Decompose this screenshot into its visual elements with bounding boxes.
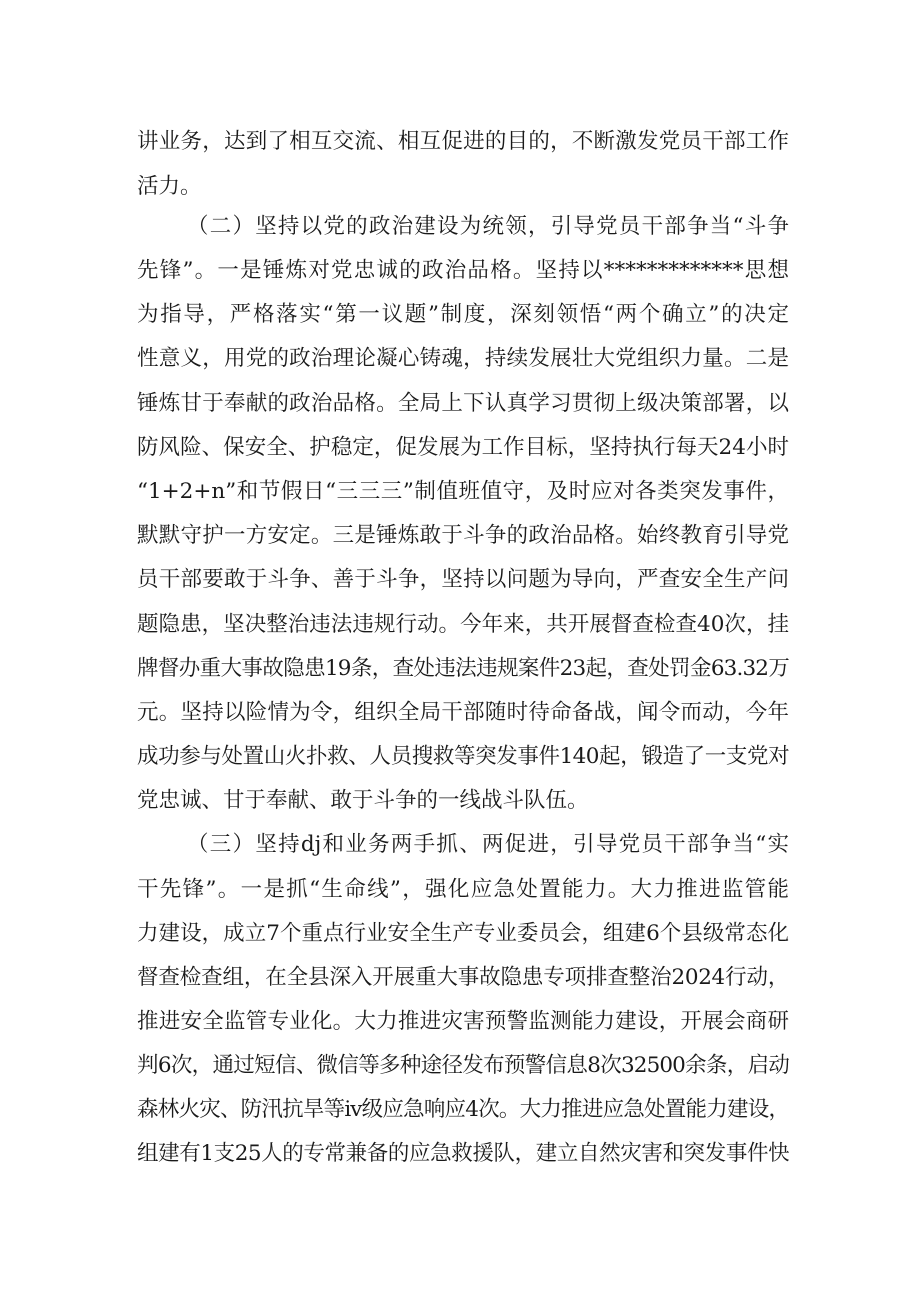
text-line: 为指导，严格落实“第一议题”制度，深刻领悟“两个确立”的决定 — [137, 302, 789, 327]
text-line: 锤炼甘于奉献的政治品格。全局上下认真学习贯彻上级决策部署，以 — [137, 391, 789, 416]
text-line: 成功参与处置山火扑救、人员搜救等突发事件140起，锻造了一支党对 — [137, 744, 789, 769]
text-line: 组建有1支25人的专常兼备的应急救援队，建立自然灾害和突发事件快 — [137, 1141, 789, 1166]
text-line: 判6次，通过短信、微信等多种途径发布预警信息8次32500余条，启动 — [137, 1053, 789, 1078]
text-line: 题隐患，坚决整治违法违规行动。今年来，共开展督查检查40次，挂 — [137, 612, 789, 637]
text-line: 力建设，成立7个重点行业安全生产专业委员会，组建6个县级常态化 — [137, 921, 789, 946]
text-line: 党忠诚、甘于奉献、敢于斗争的一线战斗队伍。 — [137, 788, 589, 813]
text-line: 性意义，用党的政治理论凝心铸魂，持续发展壮大党组织力量。二是 — [137, 346, 789, 371]
text-line: “1+2+n”和节假日“三三三”制值班值守，及时应对各类突发事件， — [137, 479, 789, 504]
text-line: 讲业务，达到了相互交流、相互促进的目的，不断激发党员干部工作 — [137, 129, 789, 154]
text-line: 防风险、保安全、护稳定，促发展为工作目标，坚持执行每天24小时 — [137, 435, 789, 460]
paragraph-heading-line: （三）坚持dj和业务两手抓、两促进，引导党员干部争当“实 — [187, 832, 789, 857]
text-line: 默默守护一方安定。三是锤炼敢于斗争的政治品格。始终教育引导党 — [137, 523, 789, 548]
text-line: 元。坚持以险情为令，组织全局干部随时待命备战，闻令而动，今年 — [137, 700, 789, 725]
text-line: 牌督办重大事故隐患19条，查处违法违规案件23起，查处罚金63.32万 — [137, 656, 789, 681]
text-line: 森林火灾、防汛抗旱等iv级应急响应4次。大力推进应急处置能力建设， — [137, 1097, 789, 1122]
text-line: 活力。 — [137, 174, 202, 199]
text-line: 督查检查组，在全县深入开展重大事故隐患专项排查整治2024行动， — [137, 965, 789, 990]
text-line: 先锋”。一是锤炼对党忠诚的政治品格。坚持以*************思想 — [137, 258, 789, 283]
text-line: 员干部要敢于斗争、善于斗争，坚持以问题为导向，严查安全生产问 — [137, 567, 789, 592]
text-line: 推进安全监管专业化。大力推进灾害预警监测能力建设，开展会商研 — [137, 1009, 789, 1034]
text-line: 干先锋”。一是抓“生命线”，强化应急处置能力。大力推进监管能 — [137, 877, 789, 902]
paragraph-heading-line: （二）坚持以党的政治建设为统领，引导党员干部争当“斗争 — [187, 214, 789, 239]
